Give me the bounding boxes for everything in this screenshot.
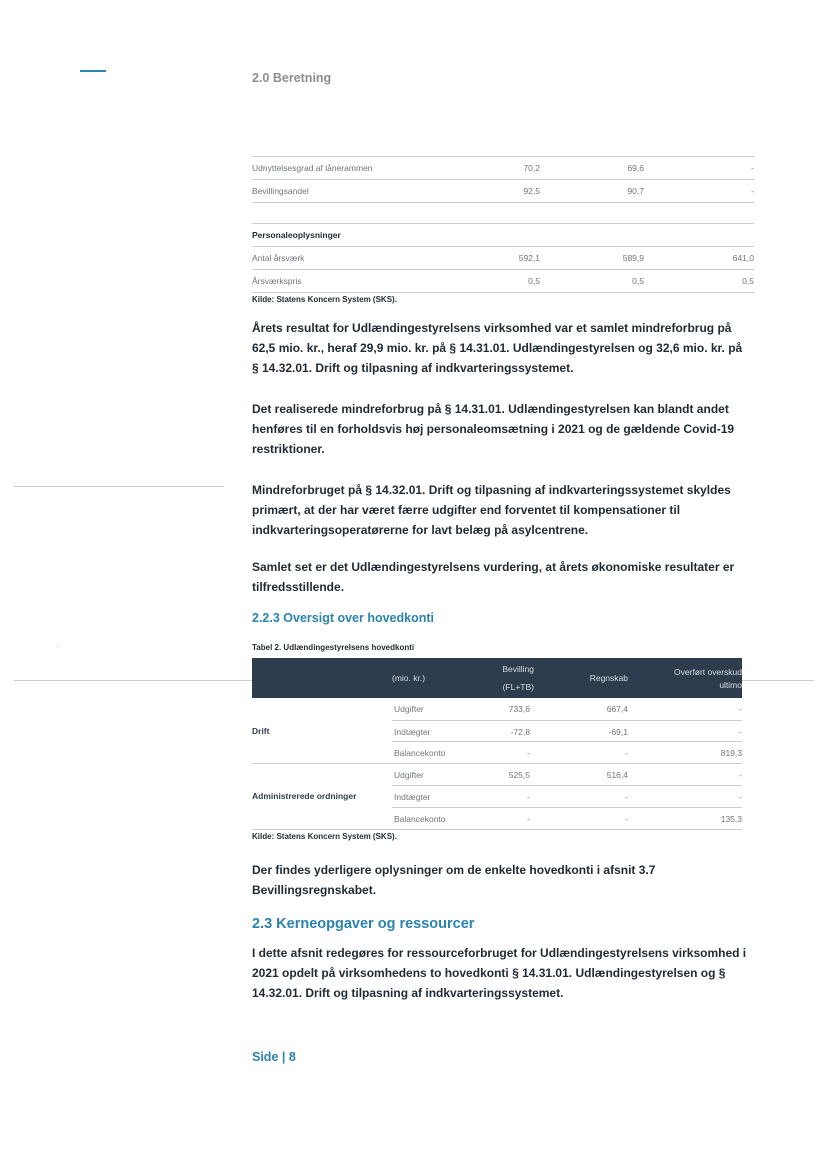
margin-rule	[14, 486, 224, 487]
cell-value: 0,5	[528, 276, 540, 286]
header-bevilling-sub: (FL+TB)	[502, 682, 534, 692]
table-row	[252, 785, 742, 807]
margin-rule	[742, 680, 814, 681]
paragraph-core-tasks: I dette afsnit redegøres for ressourceforbruget for Udlændingestyrelsens virksomhed i 2021 opdelt på virksomhedens to hovedkonti § 14.31.01. Udlændingestyrelsen og § 14.32.01. Drift og tilpasning af indkvarteringssystemet.	[252, 946, 747, 1000]
row-label: Bevillingsandel	[252, 186, 309, 196]
table-caption: Tabel 2. Udlændingestyrelsens hovedkonti	[252, 643, 415, 652]
row-name: Balancekonto	[394, 748, 446, 759]
header-accent-rule	[80, 70, 106, 72]
table-bottom-rule	[252, 292, 754, 293]
row-label: Årsværkspris	[252, 276, 302, 286]
table-row	[252, 156, 754, 179]
cell-overfort: 819,3	[720, 748, 742, 759]
cell-bevilling: -	[527, 748, 530, 759]
table-section-header	[252, 223, 754, 246]
cell-bevilling: -	[527, 792, 530, 803]
heading-core-tasks: 2.3 Kerneopgaver og ressourcer	[252, 916, 475, 932]
table-row	[252, 698, 742, 720]
group-label: Drift	[252, 725, 270, 736]
table-spacer	[252, 202, 754, 223]
cell-bevilling: 733,6	[508, 704, 530, 714]
row-name: Balancekonto	[394, 813, 446, 824]
table-row	[252, 741, 742, 763]
header-overfort: Overført overskud	[673, 667, 742, 677]
cell-regnskab: -	[625, 792, 628, 803]
cell-value: -	[751, 186, 754, 196]
cell-regnskab: -	[625, 813, 628, 824]
table-row	[252, 720, 742, 742]
table-row	[252, 269, 754, 292]
cell-regnskab: -69,1	[608, 726, 628, 737]
row-name: Udgifter	[394, 769, 424, 780]
cell-value: 70,2	[523, 163, 540, 173]
cell-value: 92,5	[523, 186, 540, 196]
table-bottom-rule	[252, 829, 742, 830]
table-header	[252, 658, 742, 698]
row-name: Indtægter	[394, 726, 431, 737]
cell-overfort: -	[739, 792, 742, 803]
cell-overfort: -	[739, 726, 742, 737]
table-row	[252, 179, 754, 202]
cell-overfort: -	[739, 769, 742, 780]
paragraph-underspend: Mindreforbruget på § 14.32.01. Drift og tilpasning af indkvarteringssystemet skyldes primært, at der har været færre udgifter end forventet til kompensationer til indkvarteringsoperatørerne for lavt belæg på asylcentrene.	[252, 483, 731, 537]
section-label: Personaleoplysninger	[252, 230, 341, 240]
table-row	[252, 807, 742, 829]
cell-value: -	[751, 163, 754, 173]
margin-mark: ·	[56, 641, 59, 651]
cell-bevilling: -	[527, 813, 530, 824]
key-figures-table	[252, 156, 754, 304]
margin-rule	[14, 680, 252, 681]
table-source: Kilde: Statens Koncern System (SKS).	[252, 831, 397, 841]
cell-value: 589,9	[622, 253, 644, 263]
group-label: Administrerede ordninger	[252, 791, 357, 802]
row-label: Antal årsværk	[252, 253, 305, 263]
table-source: Kilde: Statens Koncern System (SKS).	[252, 295, 397, 304]
cell-bevilling: -72,8	[510, 726, 530, 737]
table-row	[252, 246, 754, 269]
cell-value: 0,5	[742, 276, 754, 286]
cell-regnskab: 667,4	[606, 704, 628, 714]
paragraph-assessment: Samlet set er det Udlændingestyrelsens vurdering, at årets økonomiske resultater er tilfredsstillende.	[252, 560, 735, 594]
table-row	[252, 763, 742, 786]
cell-bevilling: 525,5	[508, 769, 530, 780]
page-number: Side | 8	[252, 1050, 296, 1064]
paragraph-realised: Det realiserede mindreforbrug på § 14.31.01. Udlændingestyrelsen kan blandt andet henføres til en forholdsvis høj personaleomsætning i 2021 og de gældende Covid-19 restriktioner.	[252, 402, 735, 456]
row-name: Indtægter	[394, 792, 431, 803]
cell-regnskab: 516,4	[606, 769, 628, 780]
cell-value: 592,1	[518, 253, 540, 263]
heading-main-accounts: 2.2.3 Oversigt over hovedkonti	[252, 611, 435, 625]
header-regnskab: Regnskab	[589, 673, 628, 683]
header-bevilling: Bevilling	[502, 664, 534, 674]
cell-value: 641,0	[732, 253, 754, 263]
paragraph-more-info: Der findes yderligere oplysninger om de enkelte hovedkonti i afsnit 3.7 Bevillingsregnskabet.	[252, 863, 656, 897]
main-accounts-table	[252, 658, 742, 841]
cell-value: 90,7	[627, 186, 644, 196]
cell-regnskab: -	[625, 748, 628, 759]
header-unit: (mio. kr.)	[392, 673, 426, 683]
paragraph-result: Årets resultat for Udlændingestyrelsens virksomhed var et samlet mindreforbrug på 62,5 mio. kr., heraf 29,9 mio. kr. på § 14.31.01. Udlændingestyrelsen og 32,6 mio. kr. på § 14.32.01. Drift og tilpasning af indkvarteringssystemet.	[252, 321, 743, 375]
section-title: 2.0 Beretning	[252, 71, 332, 85]
cell-overfort: 135,3	[720, 813, 742, 824]
cell-overfort: -	[739, 704, 742, 714]
cell-value: 0,5	[632, 276, 644, 286]
row-label: Udnyttelsesgrad af lånerammen	[252, 163, 373, 173]
row-name: Udgifter	[394, 704, 424, 714]
cell-value: 69,6	[627, 163, 644, 173]
header-overfort-sub: ultimo	[719, 680, 742, 690]
